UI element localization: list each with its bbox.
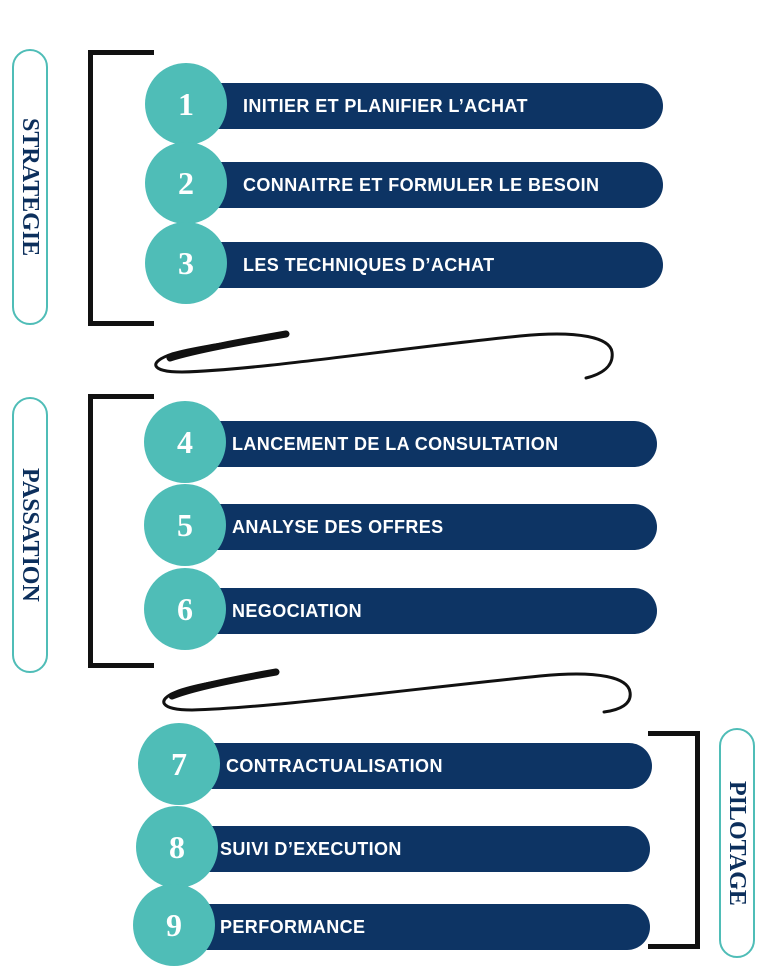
step-label: NEGOCIATION <box>232 600 363 621</box>
step-number: 2 <box>178 164 194 201</box>
step-label: INITIER ET PLANIFIER L’ACHAT <box>243 95 528 116</box>
step-bar <box>184 421 657 467</box>
step-bar <box>185 83 663 129</box>
swoosh-1 <box>156 334 612 378</box>
step-number: 6 <box>177 590 193 627</box>
step-1 <box>145 63 663 145</box>
step-bar <box>185 242 663 288</box>
step-8 <box>136 806 650 888</box>
step-label: CONNAITRE ET FORMULER LE BESOIN <box>243 174 600 195</box>
step-bar <box>173 904 650 950</box>
step-label: CONTRACTUALISATION <box>226 755 443 776</box>
step-number-circle <box>144 484 226 566</box>
swoosh-2-stroke <box>172 672 276 696</box>
step-number: 1 <box>178 85 194 122</box>
step-label: LANCEMENT DE LA CONSULTATION <box>232 433 559 454</box>
step-bar <box>184 504 657 550</box>
step-7 <box>138 723 652 805</box>
step-number: 5 <box>177 506 193 543</box>
step-label: PERFORMANCE <box>220 916 366 937</box>
step-bar <box>176 826 650 872</box>
step-9 <box>133 884 650 966</box>
step-5 <box>144 484 657 566</box>
phase-label: PASSATION <box>17 468 43 602</box>
step-number: 4 <box>177 423 193 460</box>
step-4 <box>144 401 657 483</box>
step-2 <box>145 142 663 224</box>
step-number-circle <box>145 63 227 145</box>
phase-label: PILOTAGE <box>724 780 750 906</box>
step-number-circle <box>136 806 218 888</box>
step-number-circle <box>145 142 227 224</box>
step-6 <box>144 568 657 650</box>
step-number: 9 <box>166 906 182 943</box>
step-number: 8 <box>169 828 185 865</box>
step-bar <box>185 162 663 208</box>
step-number-circle <box>144 401 226 483</box>
step-number-circle <box>133 884 215 966</box>
step-number: 7 <box>171 745 187 782</box>
step-number: 3 <box>178 244 194 281</box>
step-number-circle <box>138 723 220 805</box>
swoosh-1-stroke <box>170 334 286 358</box>
step-bar <box>178 743 652 789</box>
step-3 <box>145 222 663 304</box>
step-number-circle <box>144 568 226 650</box>
step-label: ANALYSE DES OFFRES <box>232 516 444 537</box>
step-label: SUIVI D’EXECUTION <box>220 838 402 859</box>
step-bar <box>184 588 657 634</box>
step-label: LES TECHNIQUES D’ACHAT <box>243 254 495 275</box>
phase-label: STRATEGIE <box>17 117 43 257</box>
step-number-circle <box>145 222 227 304</box>
